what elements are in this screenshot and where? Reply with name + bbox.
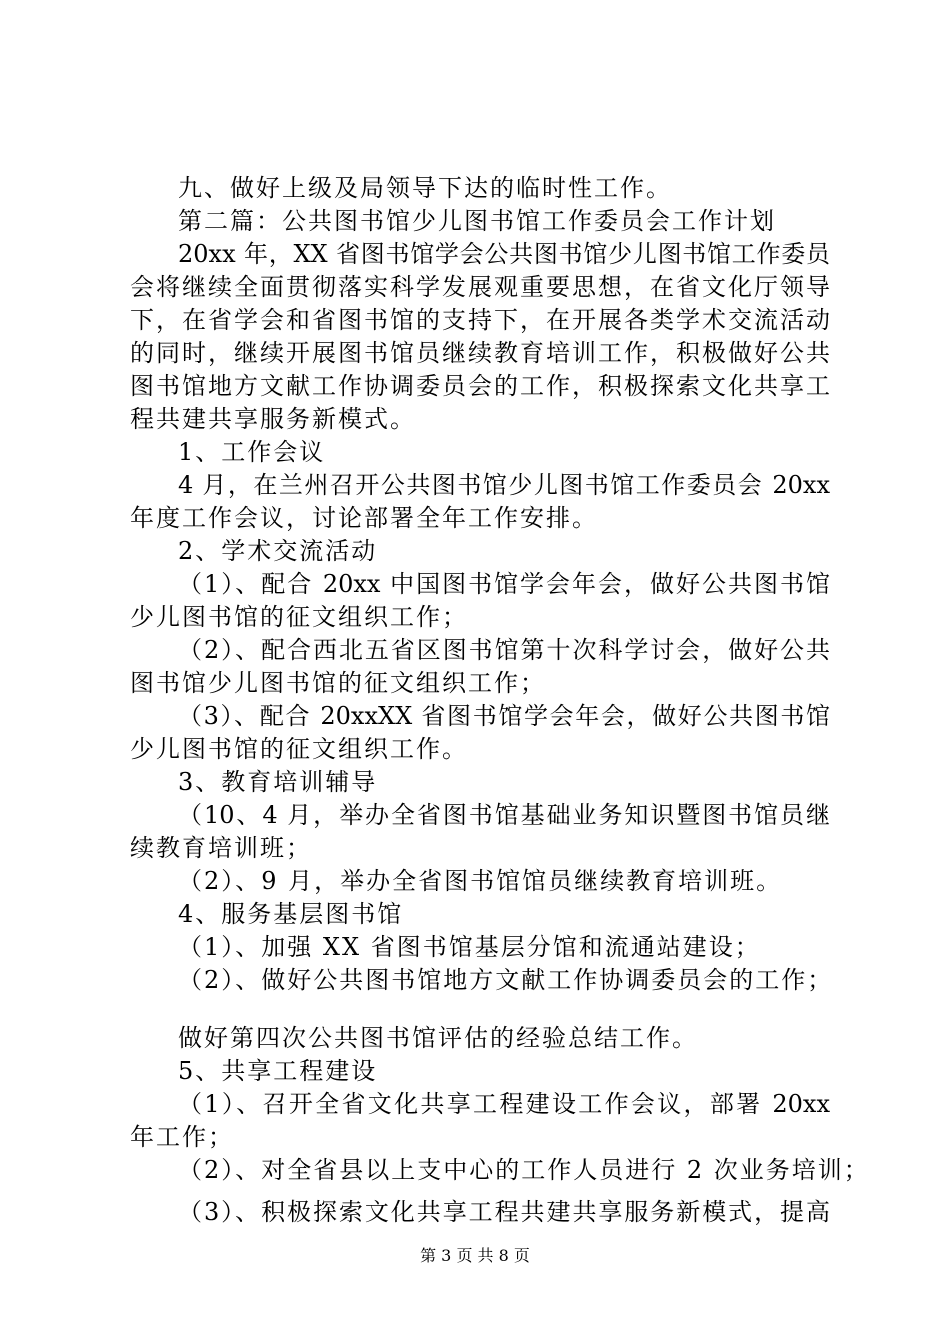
list-item-line: 续教育培训班； — [130, 834, 312, 862]
list-item-line: （1）、配合 20xx 中国图书馆学会年会，做好公共图书馆 — [178, 570, 830, 598]
paragraph-line: 程共建共享服务新模式。 — [130, 405, 416, 433]
paragraph-line: 年度工作会议，讨论部署全年工作安排。 — [130, 504, 598, 532]
list-item-line: 少儿图书馆的征文组织工作。 — [130, 735, 468, 763]
list-item-line: （2）、配合西北五省区图书馆第十次科学讨会，做好公共 — [178, 636, 830, 664]
paragraph-line: 下，在省学会和省图书馆的支持下，在开展各类学术交流活动 — [130, 306, 830, 334]
list-item-line: （3）、积极探索文化共享工程共建共享服务新模式，提高 — [178, 1198, 830, 1226]
paragraph-line: 的同时，继续开展图书馆员继续教育培训工作，积极做好公共 — [130, 339, 830, 367]
paragraph-line: 图书馆地方文献工作协调委员会的工作，积极探索文化共享工 — [130, 372, 830, 400]
list-item-line: （2）、做好公共图书馆地方文献工作协调委员会的工作； — [178, 966, 834, 994]
list-item-line: （1）、加强 XX 省图书馆基层分馆和流通站建设； — [178, 933, 761, 961]
list-heading: 4、服务基层图书馆 — [178, 900, 404, 928]
list-item-line: 图书馆少儿图书馆的征文组织工作； — [130, 669, 546, 697]
paragraph-line: 4 月，在兰州召开公共图书馆少儿图书馆工作委员会 20xx — [178, 471, 830, 499]
list-item-line: （1）、召开全省文化共享工程建设工作会议，部署 20xx — [178, 1090, 830, 1118]
list-item-line: （2）、对全省县以上支中心的工作人员进行 2 次业务培训； — [178, 1156, 870, 1184]
paragraph-line: 做好第四次公共图书馆评估的经验总结工作。 — [178, 1024, 698, 1052]
list-heading: 3、教育培训辅导 — [178, 768, 378, 796]
paragraph-line: 20xx 年，XX 省图书馆学会公共图书馆少儿图书馆工作委员 — [178, 240, 830, 268]
paragraph-line: 九、做好上级及局领导下达的临时性工作。 — [178, 174, 672, 202]
page-footer: 第 3 页 共 8 页 — [420, 1246, 530, 1265]
list-heading: 2、学术交流活动 — [178, 537, 378, 565]
section-heading: 第二篇：公共图书馆少儿图书馆工作委员会工作计划 — [178, 207, 776, 235]
list-item-line: 少儿图书馆的征文组织工作； — [130, 603, 468, 631]
list-item-line: （3）、配合 20xxXX 省图书馆学会年会，做好公共图书馆 — [178, 702, 830, 730]
list-heading: 5、共享工程建设 — [178, 1057, 378, 1085]
paragraph-line: 会将继续全面贯彻落实科学发展观重要思想，在省文化厅领导 — [130, 273, 830, 301]
list-item-line: 年工作； — [130, 1123, 234, 1151]
list-item-line: （2）、9 月，举办全省图书馆馆员继续教育培训班。 — [178, 867, 783, 895]
list-heading: 1、工作会议 — [178, 438, 326, 466]
list-item-line: （10、4 月，举办全省图书馆基础业务知识暨图书馆员继 — [178, 801, 830, 829]
